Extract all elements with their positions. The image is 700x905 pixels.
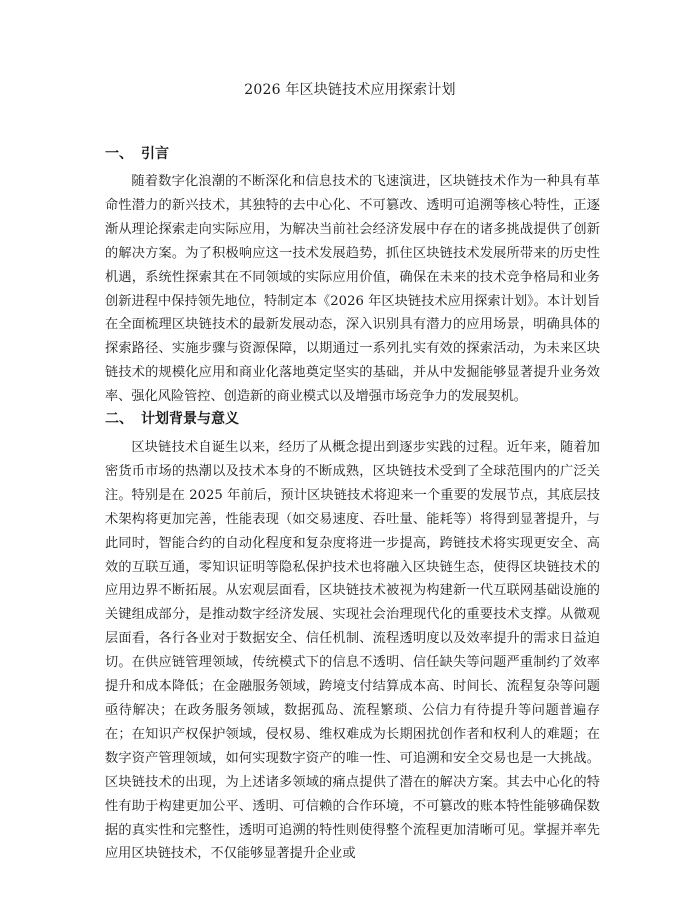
- section-number: 一、: [105, 146, 133, 162]
- section-title: 引言: [141, 146, 169, 162]
- section-number: 二、: [105, 411, 133, 427]
- section-title: 计划背景与意义: [141, 411, 239, 427]
- section-heading-background: [105, 408, 239, 430]
- section-heading-introduction: [105, 143, 169, 165]
- section-paragraph-introduction: 随着数字化浪潮的不断深化和信息技术的飞速演进，区块链技术作为一种具有革命性潜力的新兴技术，其独特的去中心化、不可篡改、透明可追溯等核心特性，正逐渐从理论探索走向实际应用，为解决当前社会经济发展中存在的诸多挑战提供了创新的解决方案。为了积极响应这一技术发展趋势，抓住区块链技术发展所带来的历史性机遇，系统性探索其在不同领域的实际应用价值，确保在未来的技术竞争格局和业务创新进程中保持领先地位，特制定本《2026 年区块链技术应用探索计划》。本计划旨在全面梳理区块链技术的最新发展动态，深入识别具有潜力的应用场景，明确具体的探索路径、实施步骤与资源保障，以期通过一系列扎实有效的探索活动，为未来区块链技术的规模化应用和商业化落地奠定坚实的基础，并从中发掘能够显著提升业务效率、强化风险管控、创造新的商业模式以及增强市场竞争力的发展契机。: [105, 174, 600, 405]
- section-paragraph-background: 区块链技术自诞生以来，经历了从概念提出到逐步实践的过程。近年来，随着加密货币市场的热潮以及技术本身的不断成熟，区块链技术受到了全球范围内的广泛关注。特别是在 2025 年前后，预计区块链技术将迎来一个重要的发展节点，其底层技术架构将更加完善，性能表现（如交易速度、吞吐量、能耗等）将得到显著提升，与此同时，智能合约的自动化程度和复杂度将进一步提高，跨链技术将实现更安全、高效的互联互通，零知识证明等隐私保护技术也将融入区块链生态，使得区块链技术的应用边界不断拓展。从宏观层面看，区块链技术被视为构建新一代互联网基础设施的关键组成部分，是推动数字经济发展、实现社会治理现代化的重要技术支撑。从微观层面看，各行各业对于数据安全、信任机制、流程透明度以及效率提升的需求日益迫切。在供应链管理领域，传统模式下的信息不透明、信任缺失等问题严重制约了效率提升和成本降低；在金融服务领域，跨境支付结算成本高、时间长、流程复杂等问题亟待解决；在政务服务领域，数据孤岛、流程繁琐、公信力有待提升等问题普遍存在；在知识产权保护领域，侵权易、维权难成为长期困扰创作者和权利人的难题；在数字资产管理领域，如何实现数字资产的唯一性、可追溯和安全交易也是一大挑战。区块链技术的出现，为上述诸多领域的痛点提供了潜在的解决方案。其去中心化的特性有助于构建更加公平、透明、可信赖的合作环境，不可篡改的账本特性能够确保数据的真实性和完整性，透明可追溯的特性则使得整个流程更加清晰可见。掌握并率先应用区块链技术，不仅能够显著提升企业或: [105, 440, 600, 862]
- document-title: 2026 年区块链技术应用探索计划: [244, 82, 456, 98]
